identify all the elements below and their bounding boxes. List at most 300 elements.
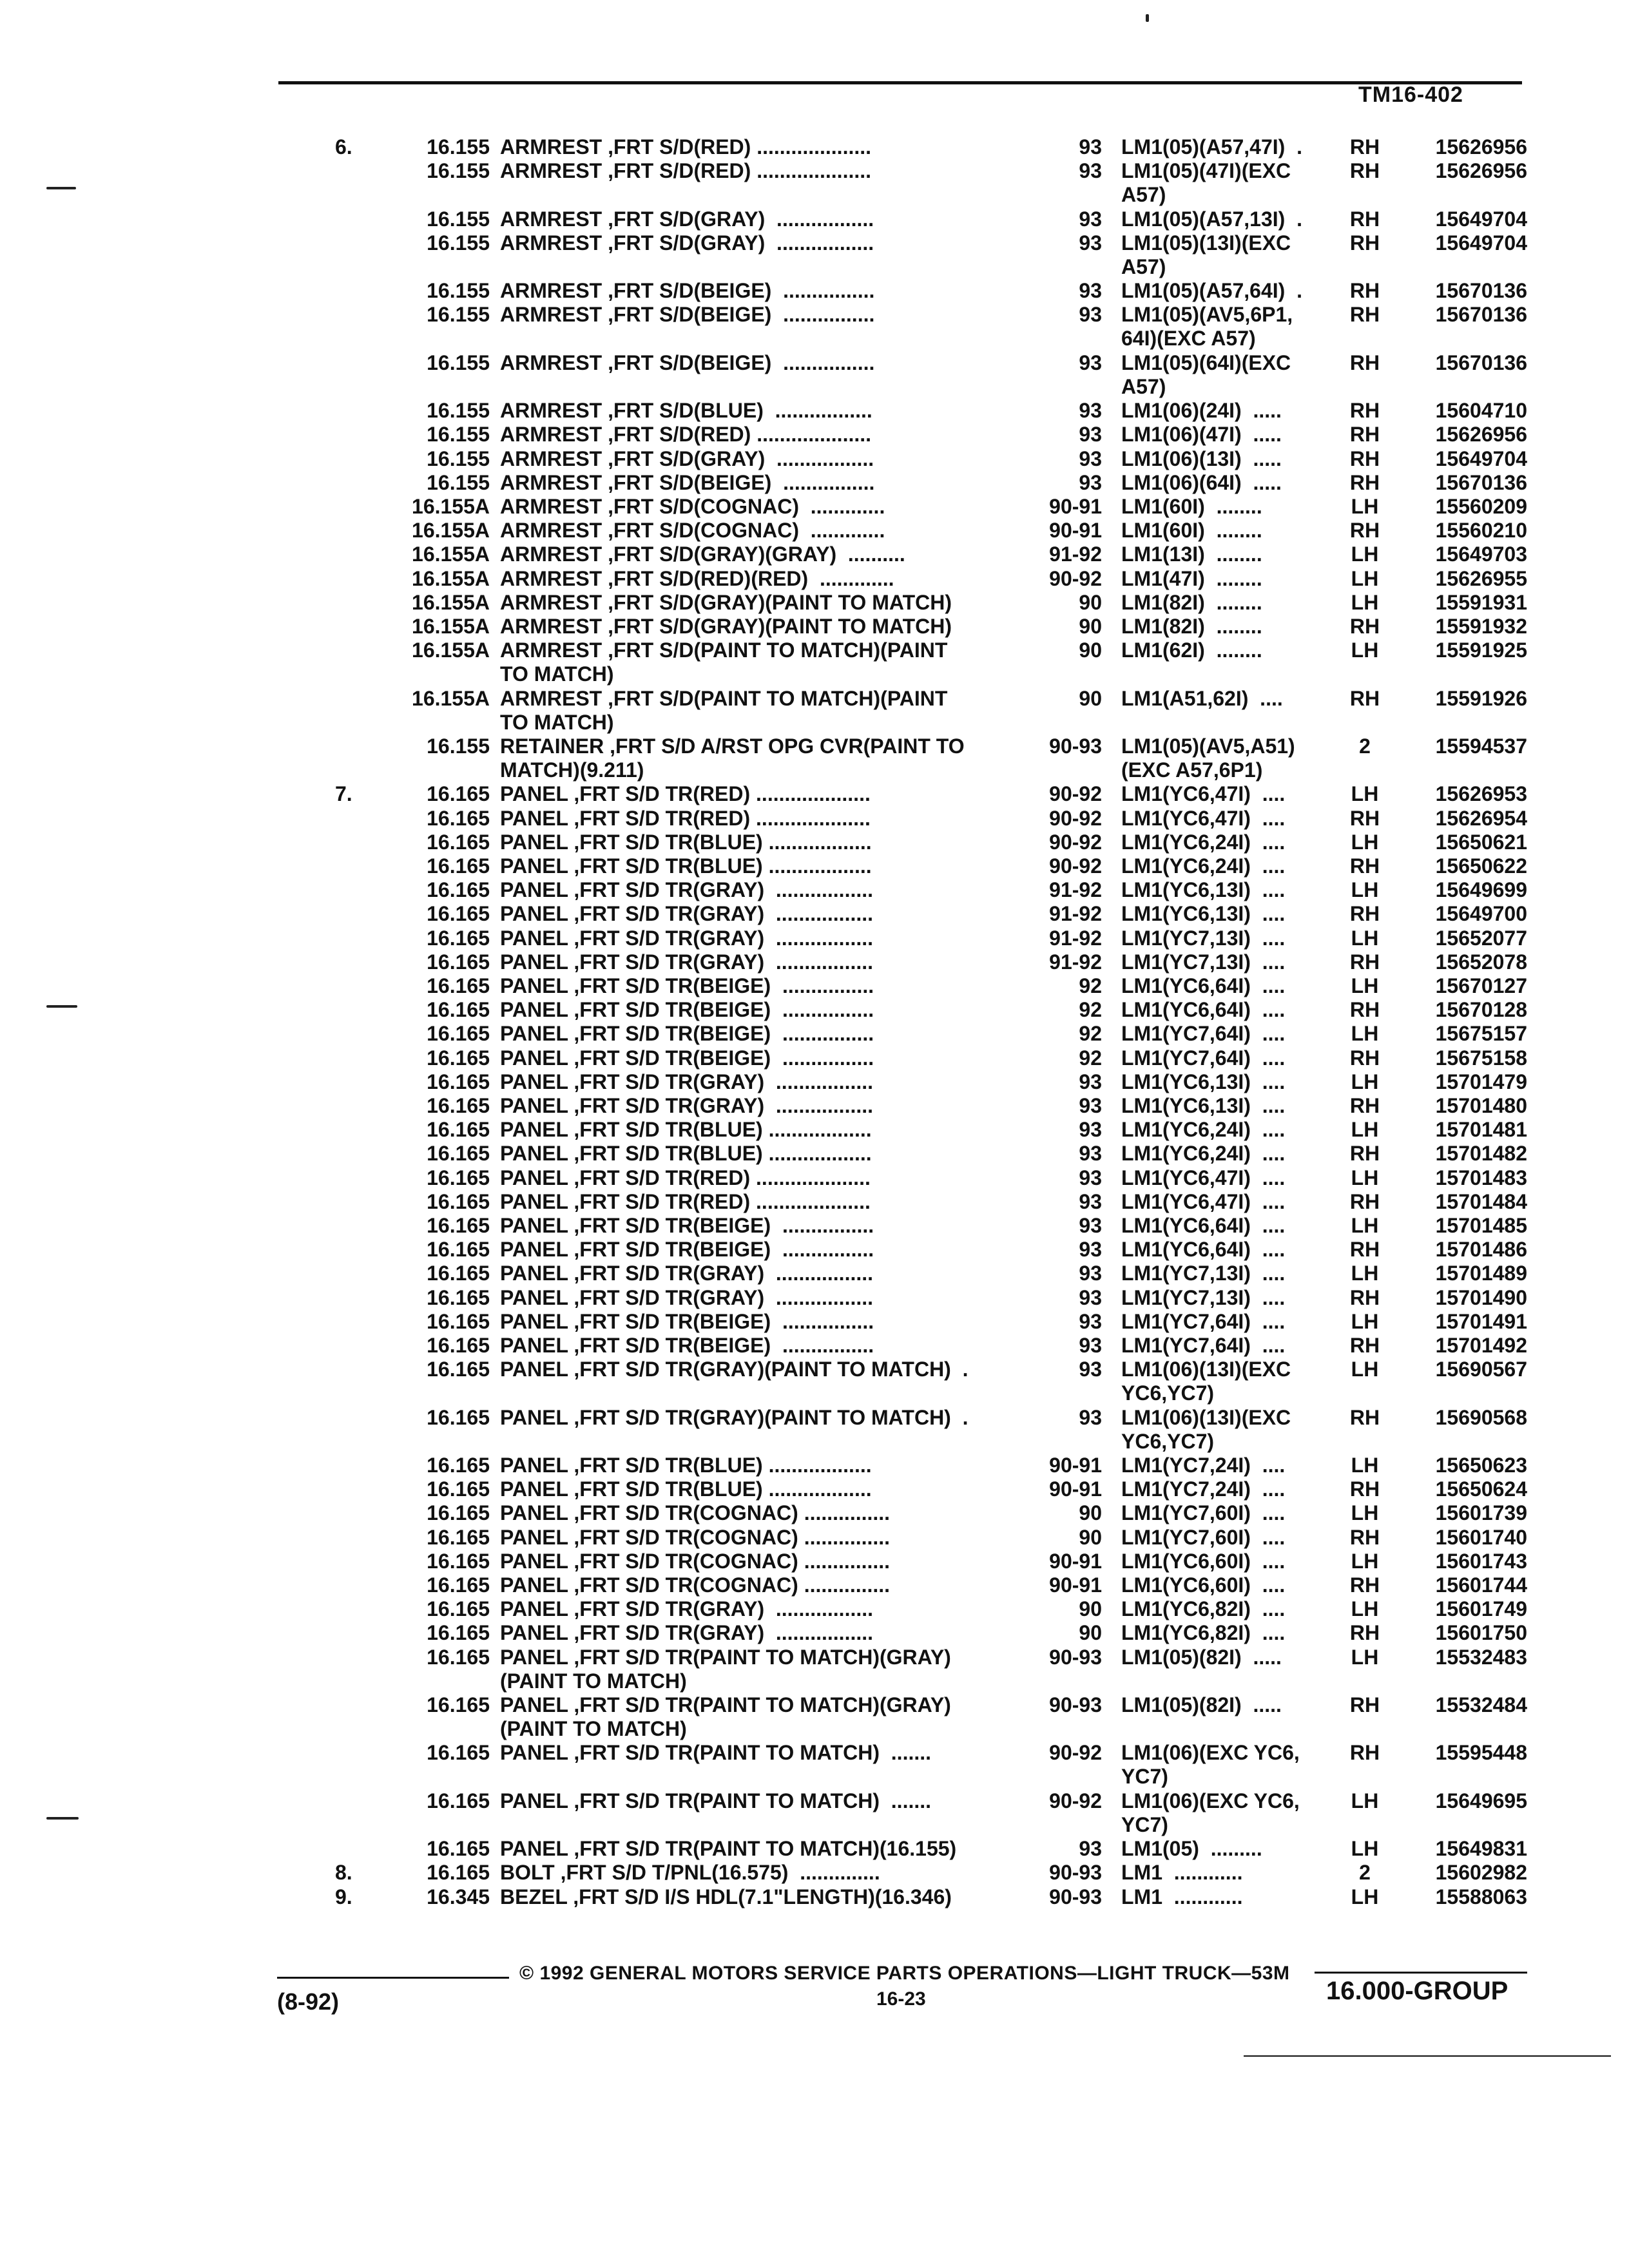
quantity: RH bbox=[1349, 207, 1380, 231]
part-description: PANEL ,FRT S/D TR(COGNAC) ............... bbox=[500, 1549, 891, 1573]
quantity: LH bbox=[1351, 1358, 1379, 1381]
model-years: 90-93 bbox=[1049, 1885, 1102, 1908]
group-number: 16.155 bbox=[427, 470, 490, 494]
part-description: PANEL ,FRT S/D TR(GRAY) ................. bbox=[500, 878, 874, 902]
usage-code: LM1(05)(AV5,6P1, 64I)(EXC A57) bbox=[1121, 303, 1293, 351]
usage-code: LM1(YC6,13I) .... bbox=[1121, 1094, 1286, 1117]
part-number: 15650622 bbox=[1435, 854, 1527, 878]
model-years: 93 bbox=[1079, 1334, 1102, 1357]
part-description: PANEL ,FRT S/D TR(GRAY) ................. bbox=[500, 926, 874, 950]
part-number: 15701480 bbox=[1435, 1094, 1527, 1117]
model-years: 91-92 bbox=[1049, 902, 1102, 926]
usage-code: LM1 ............ bbox=[1121, 1885, 1243, 1908]
group-number: 16.165 bbox=[427, 806, 490, 830]
part-number: 15591932 bbox=[1435, 615, 1527, 638]
model-years: 93 bbox=[1079, 279, 1102, 303]
model-years: 93 bbox=[1079, 207, 1102, 231]
usage-code: LM1(06)(EXC YC6, YC7) bbox=[1121, 1741, 1300, 1789]
model-years: 93 bbox=[1079, 447, 1102, 470]
group-number: 16.165 bbox=[427, 1334, 490, 1357]
group-number: 16.345 bbox=[427, 1885, 490, 1908]
quantity: LH bbox=[1351, 926, 1379, 950]
part-number: 15649704 bbox=[1435, 447, 1527, 470]
page-number: 16-23 bbox=[876, 1988, 926, 2010]
part-number: 15532484 bbox=[1435, 1693, 1527, 1716]
group-number: 16.165 bbox=[427, 1022, 490, 1046]
usage-code: LM1(82I) ........ bbox=[1121, 615, 1262, 638]
part-number: 15670136 bbox=[1435, 303, 1527, 327]
part-description: ARMREST ,FRT S/D(GRAY) ................. bbox=[500, 447, 874, 470]
part-number: 15701483 bbox=[1435, 1166, 1527, 1189]
part-number: 15560209 bbox=[1435, 495, 1527, 518]
quantity: LH bbox=[1351, 639, 1379, 662]
part-number: 15626953 bbox=[1435, 782, 1527, 806]
part-description: PANEL ,FRT S/D TR(GRAY) ................. bbox=[500, 1285, 874, 1309]
usage-code: LM1(YC6,64I) .... bbox=[1121, 974, 1286, 997]
part-description: ARMREST ,FRT S/D(RED) .................... bbox=[500, 135, 872, 159]
model-years: 93 bbox=[1079, 1358, 1102, 1381]
group-number: 16.155 bbox=[427, 135, 490, 159]
part-description: ARMREST ,FRT S/D(COGNAC) ............. bbox=[500, 495, 885, 518]
part-description: PANEL ,FRT S/D TR(BEIGE) ................ bbox=[500, 1334, 874, 1357]
binder-hole-mark bbox=[46, 1005, 77, 1008]
model-years: 93 bbox=[1079, 351, 1102, 374]
part-description: PANEL ,FRT S/D TR(BLUE) .................. bbox=[500, 1118, 872, 1142]
group-number: 16.155A bbox=[412, 519, 490, 543]
quantity: LH bbox=[1351, 1022, 1379, 1046]
model-years: 90 bbox=[1079, 1621, 1102, 1645]
quantity: RH bbox=[1349, 351, 1380, 374]
quantity: RH bbox=[1349, 902, 1380, 926]
model-years: 90-92 bbox=[1049, 782, 1102, 806]
ref-number: 7. bbox=[335, 782, 352, 806]
quantity: RH bbox=[1349, 399, 1380, 423]
part-number: 15626956 bbox=[1435, 159, 1527, 183]
copyright-notice: © 1992 GENERAL MOTORS SERVICE PARTS OPERATIONS—LIGHT TRUCK—53M bbox=[519, 1963, 1290, 1984]
model-years: 90-92 bbox=[1049, 830, 1102, 854]
part-description: PANEL ,FRT S/D TR(PAINT TO MATCH) ....... bbox=[500, 1741, 932, 1765]
part-description: ARMREST ,FRT S/D(BEIGE) ................ bbox=[500, 303, 875, 327]
model-years: 93 bbox=[1079, 1094, 1102, 1117]
part-description: PANEL ,FRT S/D TR(GRAY) ................. bbox=[500, 902, 874, 926]
part-number: 15591925 bbox=[1435, 639, 1527, 662]
model-years: 93 bbox=[1079, 1118, 1102, 1142]
quantity: LH bbox=[1351, 974, 1379, 997]
usage-code: LM1(13I) ........ bbox=[1121, 543, 1262, 566]
part-number: 15670128 bbox=[1435, 998, 1527, 1022]
part-description: ARMREST ,FRT S/D(BEIGE) ................ bbox=[500, 351, 875, 374]
usage-code: LM1(05)(A57,64I) . bbox=[1121, 279, 1302, 303]
quantity: RH bbox=[1349, 1189, 1380, 1213]
quantity: LH bbox=[1351, 566, 1379, 590]
part-number: 15701479 bbox=[1435, 1070, 1527, 1093]
usage-code: LM1(YC7,13I) .... bbox=[1121, 1285, 1286, 1309]
usage-code: LM1(YC6,24I) .... bbox=[1121, 1142, 1286, 1166]
quantity: RH bbox=[1349, 998, 1380, 1022]
usage-code: LM1(05) ......... bbox=[1121, 1837, 1262, 1861]
part-number: 15626954 bbox=[1435, 806, 1527, 830]
group-number: 16.155A bbox=[412, 543, 490, 566]
group-number: 16.155 bbox=[427, 159, 490, 183]
part-number: 15601749 bbox=[1435, 1597, 1527, 1621]
usage-code: LM1(YC6,64I) .... bbox=[1121, 998, 1286, 1022]
part-description: ARMREST ,FRT S/D(GRAY)(PAINT TO MATCH) bbox=[500, 590, 952, 614]
quantity: RH bbox=[1349, 1285, 1380, 1309]
quantity: LH bbox=[1351, 1645, 1379, 1669]
bottom-edge-rule bbox=[1244, 2055, 1611, 2057]
group-number: 16.165 bbox=[427, 1837, 490, 1861]
quantity: RH bbox=[1349, 1046, 1380, 1070]
part-number: 15649703 bbox=[1435, 543, 1527, 566]
part-description: PANEL ,FRT S/D TR(BEIGE) ................ bbox=[500, 974, 874, 997]
part-description: PANEL ,FRT S/D TR(RED) .................... bbox=[500, 806, 871, 830]
quantity: LH bbox=[1351, 1885, 1379, 1908]
model-years: 91-92 bbox=[1049, 926, 1102, 950]
part-number: 15626956 bbox=[1435, 423, 1527, 447]
part-number: 15690567 bbox=[1435, 1358, 1527, 1381]
model-years: 93 bbox=[1079, 1166, 1102, 1189]
group-number: 16.165 bbox=[427, 1501, 490, 1525]
part-number: 15591926 bbox=[1435, 686, 1527, 710]
part-description: PANEL ,FRT S/D TR(PAINT TO MATCH)(GRAY) (PAINT TO MATCH) bbox=[500, 1693, 951, 1740]
group-number: 16.165 bbox=[427, 974, 490, 997]
part-number: 15675158 bbox=[1435, 1046, 1527, 1070]
footer-rule-right bbox=[1315, 1972, 1527, 1974]
usage-code: LM1(YC7,64I) .... bbox=[1121, 1022, 1286, 1046]
group-number: 16.155A bbox=[412, 495, 490, 518]
usage-code: LM1(YC6,13I) .... bbox=[1121, 878, 1286, 902]
part-description: PANEL ,FRT S/D TR(BLUE) .................. bbox=[500, 1454, 872, 1477]
quantity: RH bbox=[1349, 423, 1380, 447]
part-number: 15690568 bbox=[1435, 1405, 1527, 1429]
model-years: 90-92 bbox=[1049, 1789, 1102, 1812]
quantity: RH bbox=[1349, 1525, 1380, 1549]
ref-number: 6. bbox=[335, 135, 352, 159]
usage-code: LM1(05)(AV5,A51) (EXC A57,6P1) bbox=[1121, 735, 1295, 782]
part-description: PANEL ,FRT S/D TR(PAINT TO MATCH)(16.155) bbox=[500, 1837, 957, 1861]
quantity: LH bbox=[1351, 543, 1379, 566]
part-number: 15701489 bbox=[1435, 1262, 1527, 1285]
model-years: 90-93 bbox=[1049, 1645, 1102, 1669]
group-number: 16.165 bbox=[427, 1477, 490, 1501]
usage-code: LM1(YC6,47I) .... bbox=[1121, 1189, 1286, 1213]
usage-code: LM1(05)(A57,13I) . bbox=[1121, 207, 1302, 231]
usage-code: LM1(YC6,24I) .... bbox=[1121, 830, 1286, 854]
group-number: 16.165 bbox=[427, 902, 490, 926]
part-description: ARMREST ,FRT S/D(BEIGE) ................ bbox=[500, 279, 875, 303]
quantity: RH bbox=[1349, 1238, 1380, 1262]
model-years: 90-92 bbox=[1049, 1741, 1102, 1765]
quantity: RH bbox=[1349, 1477, 1380, 1501]
usage-code: LM1(YC6,82I) .... bbox=[1121, 1597, 1286, 1621]
quantity: LH bbox=[1351, 1214, 1379, 1237]
part-description: ARMREST ,FRT S/D(COGNAC) ............. bbox=[500, 519, 885, 543]
part-number: 15650623 bbox=[1435, 1454, 1527, 1477]
model-years: 90-91 bbox=[1049, 495, 1102, 518]
part-number: 15588063 bbox=[1435, 1885, 1527, 1908]
quantity: LH bbox=[1351, 1309, 1379, 1333]
part-description: ARMREST ,FRT S/D(GRAY) ................. bbox=[500, 231, 874, 255]
group-number: 16.165 bbox=[427, 998, 490, 1022]
part-description: PANEL ,FRT S/D TR(GRAY) ................. bbox=[500, 1070, 874, 1093]
model-years: 93 bbox=[1079, 135, 1102, 159]
model-years: 92 bbox=[1079, 974, 1102, 997]
model-years: 90-91 bbox=[1049, 1549, 1102, 1573]
model-years: 93 bbox=[1079, 303, 1102, 327]
part-description: PANEL ,FRT S/D TR(BLUE) .................. bbox=[500, 1142, 872, 1166]
quantity: RH bbox=[1349, 854, 1380, 878]
group-number: 16.155 bbox=[427, 735, 490, 758]
part-number: 15652077 bbox=[1435, 926, 1527, 950]
quantity: LH bbox=[1351, 1837, 1379, 1861]
part-description: PANEL ,FRT S/D TR(BEIGE) ................ bbox=[500, 998, 874, 1022]
usage-code: LM1(82I) ........ bbox=[1121, 590, 1262, 614]
group-number: 16.165 bbox=[427, 1621, 490, 1645]
model-years: 93 bbox=[1079, 1405, 1102, 1429]
usage-code: LM1(YC7,60I) .... bbox=[1121, 1525, 1286, 1549]
model-years: 90-91 bbox=[1049, 1454, 1102, 1477]
part-description: ARMREST ,FRT S/D(PAINT TO MATCH)(PAINT TO MATCH) bbox=[500, 686, 948, 734]
part-number: 15675157 bbox=[1435, 1022, 1527, 1046]
part-number: 15594537 bbox=[1435, 735, 1527, 758]
part-description: ARMREST ,FRT S/D(BEIGE) ................ bbox=[500, 470, 875, 494]
quantity: RH bbox=[1349, 447, 1380, 470]
group-number: 16.165 bbox=[427, 1405, 490, 1429]
model-years: 90-91 bbox=[1049, 519, 1102, 543]
quantity: RH bbox=[1349, 303, 1380, 327]
part-description: PANEL ,FRT S/D TR(GRAY) ................. bbox=[500, 1262, 874, 1285]
quantity: RH bbox=[1349, 1741, 1380, 1765]
quantity: RH bbox=[1349, 1573, 1380, 1597]
binder-hole-mark bbox=[46, 1817, 79, 1820]
model-years: 93 bbox=[1079, 1309, 1102, 1333]
group-number: 16.165 bbox=[427, 1549, 490, 1573]
part-description: PANEL ,FRT S/D TR(BLUE) .................. bbox=[500, 854, 872, 878]
group-number: 16.165 bbox=[427, 1573, 490, 1597]
model-years: 93 bbox=[1079, 423, 1102, 447]
group-number: 16.165 bbox=[427, 1693, 490, 1716]
model-years: 93 bbox=[1079, 399, 1102, 423]
group-number: 16.165 bbox=[427, 830, 490, 854]
model-years: 90-92 bbox=[1049, 806, 1102, 830]
part-description: PANEL ,FRT S/D TR(GRAY) ................. bbox=[500, 1597, 874, 1621]
quantity: RH bbox=[1349, 231, 1380, 255]
usage-code: LM1(05)(82I) ..... bbox=[1121, 1645, 1282, 1669]
group-number: 16.165 bbox=[427, 1454, 490, 1477]
group-number: 16.155A bbox=[412, 615, 490, 638]
part-description: PANEL ,FRT S/D TR(BLUE) .................. bbox=[500, 1477, 872, 1501]
part-description: PANEL ,FRT S/D TR(GRAY) ................. bbox=[500, 950, 874, 974]
quantity: RH bbox=[1349, 950, 1380, 974]
part-number: 15670136 bbox=[1435, 470, 1527, 494]
part-number: 15670127 bbox=[1435, 974, 1527, 997]
part-description: PANEL ,FRT S/D TR(BLUE) .................. bbox=[500, 830, 872, 854]
usage-code: LM1(05)(47I)(EXC A57) bbox=[1121, 159, 1291, 207]
part-number: 15649700 bbox=[1435, 902, 1527, 926]
part-description: ARMREST ,FRT S/D(GRAY) ................. bbox=[500, 207, 874, 231]
usage-code: LM1(06)(64I) ..... bbox=[1121, 470, 1282, 494]
usage-code: LM1(YC6,47I) .... bbox=[1121, 782, 1286, 806]
model-years: 90 bbox=[1079, 639, 1102, 662]
part-number: 15701485 bbox=[1435, 1214, 1527, 1237]
quantity: LH bbox=[1351, 1789, 1379, 1812]
group-number: 16.155 bbox=[427, 399, 490, 423]
model-years: 93 bbox=[1079, 1837, 1102, 1861]
model-years: 93 bbox=[1079, 1070, 1102, 1093]
part-description: RETAINER ,FRT S/D A/RST OPG CVR(PAINT TO MATCH)(9.211) bbox=[500, 735, 965, 782]
group-number: 16.165 bbox=[427, 1597, 490, 1621]
quantity: LH bbox=[1351, 1166, 1379, 1189]
part-description: PANEL ,FRT S/D TR(BEIGE) ................ bbox=[500, 1214, 874, 1237]
part-description: PANEL ,FRT S/D TR(PAINT TO MATCH)(GRAY) (PAINT TO MATCH) bbox=[500, 1645, 951, 1693]
quantity: LH bbox=[1351, 878, 1379, 902]
binder-hole-mark bbox=[46, 187, 76, 189]
usage-code: LM1(YC6,13I) .... bbox=[1121, 1070, 1286, 1093]
usage-code: LM1(06)(13I)(EXC YC6,YC7) bbox=[1121, 1358, 1291, 1405]
model-years: 93 bbox=[1079, 159, 1102, 183]
part-number: 15649699 bbox=[1435, 878, 1527, 902]
part-description: BEZEL ,FRT S/D I/S HDL(7.1"LENGTH)(16.346) bbox=[500, 1885, 952, 1908]
model-years: 93 bbox=[1079, 1238, 1102, 1262]
part-number: 15649831 bbox=[1435, 1837, 1527, 1861]
part-description: ARMREST ,FRT S/D(RED) .................... bbox=[500, 423, 872, 447]
part-number: 15701484 bbox=[1435, 1189, 1527, 1213]
model-years: 90 bbox=[1079, 615, 1102, 638]
part-number: 15601743 bbox=[1435, 1549, 1527, 1573]
revision-date: (8-92) bbox=[277, 1988, 340, 2015]
model-years: 93 bbox=[1079, 231, 1102, 255]
usage-code: LM1(YC6,60I) .... bbox=[1121, 1549, 1286, 1573]
group-number: 16.155 bbox=[427, 351, 490, 374]
group-number: 16.155 bbox=[427, 207, 490, 231]
usage-code: LM1(YC7,24I) .... bbox=[1121, 1477, 1286, 1501]
part-description: ARMREST ,FRT S/D(RED)(RED) ............. bbox=[500, 566, 894, 590]
quantity: LH bbox=[1351, 495, 1379, 518]
model-years: 92 bbox=[1079, 1046, 1102, 1070]
model-years: 90-92 bbox=[1049, 566, 1102, 590]
usage-code: LM1(YC6,64I) .... bbox=[1121, 1238, 1286, 1262]
usage-code: LM1(YC6,47I) .... bbox=[1121, 1166, 1286, 1189]
usage-code: LM1(YC6,13I) .... bbox=[1121, 902, 1286, 926]
group-number: 16.165 bbox=[427, 950, 490, 974]
part-description: PANEL ,FRT S/D TR(RED) .................... bbox=[500, 1189, 871, 1213]
quantity: LH bbox=[1351, 1454, 1379, 1477]
part-number: 15560210 bbox=[1435, 519, 1527, 543]
usage-code: LM1(06)(13I) ..... bbox=[1121, 447, 1282, 470]
quantity: LH bbox=[1351, 1118, 1379, 1142]
usage-code: LM1(YC6,24I) .... bbox=[1121, 1118, 1286, 1142]
part-number: 15701486 bbox=[1435, 1238, 1527, 1262]
model-years: 90-93 bbox=[1049, 1693, 1102, 1716]
group-number: 16.165 bbox=[427, 878, 490, 902]
quantity: LH bbox=[1351, 1549, 1379, 1573]
group-number: 16.165 bbox=[427, 1238, 490, 1262]
model-years: 93 bbox=[1079, 1214, 1102, 1237]
quantity: LH bbox=[1351, 590, 1379, 614]
usage-code: LM1(06)(13I)(EXC YC6,YC7) bbox=[1121, 1405, 1291, 1453]
quantity: LH bbox=[1351, 782, 1379, 806]
group-number: 16.155 bbox=[427, 423, 490, 447]
part-number: 15701490 bbox=[1435, 1285, 1527, 1309]
group-number: 16.155 bbox=[427, 447, 490, 470]
part-number: 15591931 bbox=[1435, 590, 1527, 614]
part-description: ARMREST ,FRT S/D(GRAY)(GRAY) .......... bbox=[500, 543, 905, 566]
group-number: 16.165 bbox=[427, 854, 490, 878]
part-number: 15532483 bbox=[1435, 1645, 1527, 1669]
model-years: 93 bbox=[1079, 1142, 1102, 1166]
group-number: 16.165 bbox=[427, 1789, 490, 1812]
group-number: 16.155A bbox=[412, 590, 490, 614]
group-number: 16.165 bbox=[427, 1046, 490, 1070]
group-number: 16.165 bbox=[427, 1214, 490, 1237]
part-description: PANEL ,FRT S/D TR(GRAY)(PAINT TO MATCH) . bbox=[500, 1405, 969, 1429]
quantity: RH bbox=[1349, 806, 1380, 830]
quantity: RH bbox=[1349, 686, 1380, 710]
group-number: 16.165 bbox=[427, 1645, 490, 1669]
part-description: PANEL ,FRT S/D TR(GRAY) ................. bbox=[500, 1621, 874, 1645]
part-description: PANEL ,FRT S/D TR(BEIGE) ................ bbox=[500, 1309, 874, 1333]
group-number: 16.165 bbox=[427, 1070, 490, 1093]
usage-code: LM1(60I) ........ bbox=[1121, 495, 1262, 518]
usage-code: LM1(YC7,64I) .... bbox=[1121, 1309, 1286, 1333]
part-number: 15601750 bbox=[1435, 1621, 1527, 1645]
group-number: 16.165 bbox=[427, 1118, 490, 1142]
quantity: RH bbox=[1349, 615, 1380, 638]
model-years: 91-92 bbox=[1049, 543, 1102, 566]
part-description: PANEL ,FRT S/D TR(COGNAC) ............... bbox=[500, 1525, 891, 1549]
part-number: 15670136 bbox=[1435, 279, 1527, 303]
part-number: 15601740 bbox=[1435, 1525, 1527, 1549]
usage-code: LM1(05)(82I) ..... bbox=[1121, 1693, 1282, 1716]
part-number: 15649704 bbox=[1435, 231, 1527, 255]
header-rule bbox=[278, 81, 1522, 84]
quantity: RH bbox=[1349, 1693, 1380, 1716]
model-years: 93 bbox=[1079, 1189, 1102, 1213]
part-description: PANEL ,FRT S/D TR(PAINT TO MATCH) ....... bbox=[500, 1789, 932, 1812]
usage-code: LM1(YC7,60I) .... bbox=[1121, 1501, 1286, 1525]
group-number: 16.155A bbox=[412, 686, 490, 710]
quantity: LH bbox=[1351, 830, 1379, 854]
part-number: 15601739 bbox=[1435, 1501, 1527, 1525]
part-description: PANEL ,FRT S/D TR(COGNAC) ............... bbox=[500, 1573, 891, 1597]
part-number: 15701481 bbox=[1435, 1118, 1527, 1142]
usage-code: LM1(A51,62I) .... bbox=[1121, 686, 1283, 710]
group-number: 16.155 bbox=[427, 303, 490, 327]
usage-code: LM1(06)(24I) ..... bbox=[1121, 399, 1282, 423]
part-number: 15604710 bbox=[1435, 399, 1527, 423]
ref-number: 8. bbox=[335, 1861, 352, 1885]
model-years: 93 bbox=[1079, 1262, 1102, 1285]
group-label: 16.000-GROUP bbox=[1326, 1977, 1509, 2005]
part-description: ARMREST ,FRT S/D(RED) .................... bbox=[500, 159, 872, 183]
group-number: 16.165 bbox=[427, 1189, 490, 1213]
part-number: 15649695 bbox=[1435, 1789, 1527, 1812]
usage-code: LM1(YC6,82I) .... bbox=[1121, 1621, 1286, 1645]
model-years: 92 bbox=[1079, 1022, 1102, 1046]
part-description: ARMREST ,FRT S/D(GRAY)(PAINT TO MATCH) bbox=[500, 615, 952, 638]
part-description: ARMREST ,FRT S/D(BLUE) ................. bbox=[500, 399, 872, 423]
usage-code: LM1(YC7,13I) .... bbox=[1121, 1262, 1286, 1285]
usage-code: LM1(YC7,64I) .... bbox=[1121, 1334, 1286, 1357]
group-number: 16.165 bbox=[427, 1262, 490, 1285]
part-description: PANEL ,FRT S/D TR(BEIGE) ................ bbox=[500, 1022, 874, 1046]
part-number: 15650621 bbox=[1435, 830, 1527, 854]
quantity: RH bbox=[1349, 519, 1380, 543]
part-description: PANEL ,FRT S/D TR(BEIGE) ................ bbox=[500, 1046, 874, 1070]
model-years: 90 bbox=[1079, 1597, 1102, 1621]
usage-code: LM1(YC7,24I) .... bbox=[1121, 1454, 1286, 1477]
usage-code: LM1(47I) ........ bbox=[1121, 566, 1262, 590]
